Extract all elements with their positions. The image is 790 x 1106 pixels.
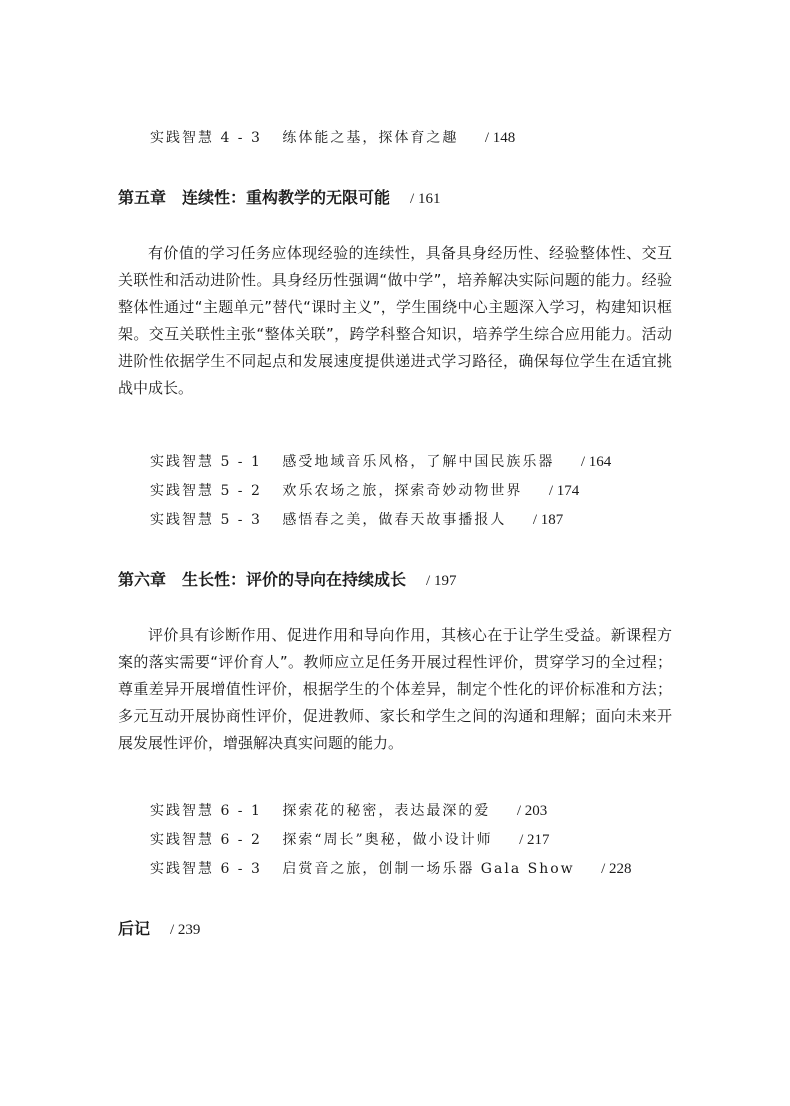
chapter-6-heading[interactable] [118,566,456,594]
entry-code: 实践智慧 6 - 2 [150,832,262,848]
chapter-title: 生长性：评价的导向在持续成长 [182,570,407,589]
entry-title: 探索花的秘密，表达最深的爱 [282,803,491,819]
entry-title: 欢乐农场之旅，探索奇妙动物世界 [282,483,523,499]
toc-entry-4-3[interactable] [150,126,515,150]
entry-page-number: / 174 [548,483,580,499]
entry-page-number: / 164 [580,454,612,470]
chapter-page-number: / 197 [426,573,457,589]
toc-entry-6-1[interactable] [150,799,547,823]
entry-code: 实践智慧 5 - 3 [150,512,262,528]
chapter-title: 连续性：重构教学的无限可能 [182,188,391,207]
entry-title: 启赏音之旅，创制一场乐器 Gala Show [282,861,575,877]
entry-code: 实践智慧 6 - 1 [150,803,262,819]
chapter-5-summary: 有价值的学习任务应体现经验的连续性，具备具身经历性、经验整体性、交互关联性和活动进阶性。具身经历性强调“做中学”，培养解决实际问题的能力。经验整体性通过“主题单元”替代“课时主义”，学生围绕中心主题深入学习，构建知识框架。交互关联性主张“整体关联”，跨学科整合知识，培养学生综合应用能力。活动进阶性依据学生不同起点和发展速度提供递进式学习路径，确保每位学生在适宜挑战中成长。 [118,244,672,397]
toc-entry-5-2[interactable] [150,479,579,503]
entry-code: 实践智慧 5 - 1 [150,454,262,470]
toc-entry-6-2[interactable] [150,828,550,852]
chapter-page-number: / 161 [410,191,441,207]
entry-page-number: / 217 [519,832,550,848]
entry-title: 练体能之基，探体育之趣 [282,130,459,146]
entry-page-number: / 148 [484,130,516,146]
entry-page-number: / 203 [516,803,548,819]
entry-title: 感受地域音乐风格，了解中国民族乐器 [282,454,555,470]
toc-entry-6-3[interactable] [150,857,632,881]
entry-title: 探索“周长”奥秘，做小设计师 [282,832,493,848]
afterword-heading[interactable] [118,915,200,943]
chapter-number: 第五章 [118,188,167,207]
afterword-title: 后记 [118,919,151,938]
entry-title: 感悟春之美，做春天故事播报人 [282,512,507,528]
afterword-page-number: / 239 [170,922,201,938]
entry-page-number: / 228 [601,861,632,877]
toc-entry-5-3[interactable] [150,508,563,532]
entry-code: 实践智慧 4 - 3 [150,130,262,146]
chapter-number: 第六章 [118,570,167,589]
toc-entry-5-1[interactable] [150,450,611,474]
entry-page-number: / 187 [532,512,564,528]
entry-code: 实践智慧 6 - 3 [150,861,262,877]
chapter-5-heading[interactable] [118,184,440,212]
chapter-6-summary: 评价具有诊断作用、促进作用和导向作用，其核心在于让学生受益。新课程方案的落实需要“评价育人”。教师应立足任务开展过程性评价，贯穿学习的全过程；尊重差异开展增值性评价，根据学生的个体差异，制定个性化的评价标准和方法；多元互动开展协商性评价，促进教师、家长和学生之间的沟通和理解；面向未来开展发展性评价，增强解决真实问题的能力。 [118,626,672,752]
entry-code: 实践智慧 5 - 2 [150,483,262,499]
